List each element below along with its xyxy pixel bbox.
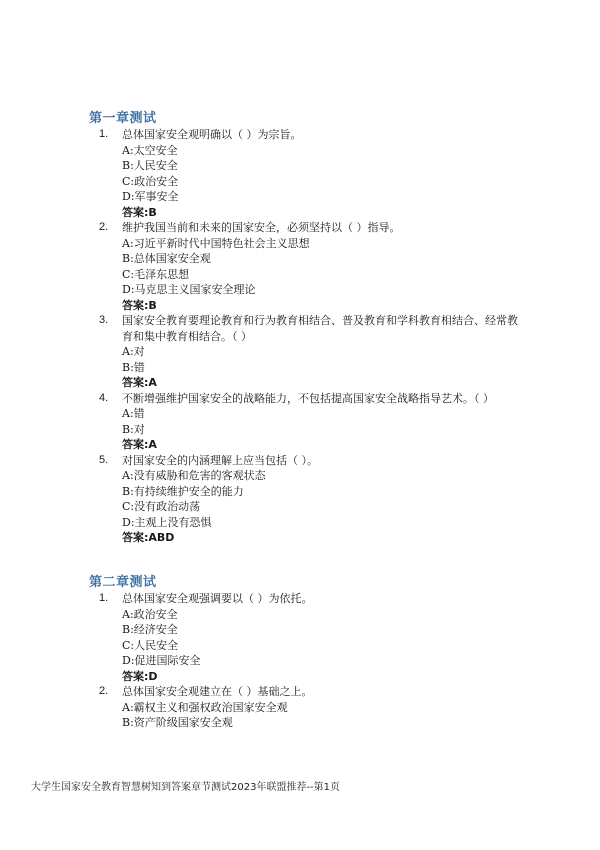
chapter-2-title: 第二章测试 (89, 575, 157, 590)
question-item (0, 220, 600, 313)
answer-option: D:促进国际安全 (122, 654, 201, 667)
answer-option: C:毛泽东思想 (122, 267, 190, 281)
question-number: 2. (99, 685, 109, 697)
question-item (0, 591, 600, 684)
answer-option: A:政治安全 (122, 607, 178, 621)
answer-option: C:人民安全 (122, 638, 179, 652)
chapter-2-question-list (0, 591, 600, 731)
answer-option: D:军事安全 (122, 190, 179, 203)
question-item (0, 313, 600, 391)
correct-answer: 答案:ABD (122, 531, 175, 544)
question-number: 1. (99, 128, 109, 140)
answer-option: B:总体国家安全观 (122, 252, 211, 265)
correct-answer: 答案:B (122, 298, 157, 312)
question-stem: 国家安全教育要理论教育和行为教育相结合、普及教育和学科教育相结合、经常教育和集中教育相结合。（ ） (122, 314, 518, 343)
question-number: 5. (99, 453, 109, 466)
question-item (0, 127, 600, 220)
correct-answer: 答案:A (122, 376, 157, 389)
chapter-1-title: 第一章测试 (89, 111, 157, 126)
answer-option: B:资产阶级国家安全观 (122, 716, 233, 729)
question-stem: 维护我国当前和未来的国家安全，必须坚持以（ ）指导。 (122, 221, 401, 234)
question-body (122, 127, 522, 220)
question-number: 2. (99, 221, 109, 233)
answer-option: A:错 (122, 407, 145, 420)
question-stem: 对国家安全的内涵理解上应当包括（ ）。 (122, 453, 318, 467)
question-body (122, 391, 522, 453)
question-stem: 总体国家安全观明确以（ ）为宗旨。 (122, 128, 302, 141)
question-body (122, 313, 522, 391)
question-number: 3. (99, 314, 109, 326)
answer-option: A:习近平新时代中国特色社会主义思想 (122, 236, 310, 250)
page-footer: 大学生国家安全教育智慧树知到答案章节测试2023年联盟推荐--第1页 (31, 782, 341, 793)
correct-answer: 答案:A (122, 438, 157, 451)
answer-option: D:马克思主义国家安全理论 (122, 283, 256, 296)
answer-option: A:太空安全 (122, 143, 178, 157)
chapter-1-question-list (0, 127, 600, 546)
answer-option: A:霸权主义和强权政治国家安全观 (122, 700, 288, 714)
answer-option: B:人民安全 (122, 159, 178, 172)
question-item (0, 391, 600, 453)
correct-answer: 答案:D (122, 669, 158, 683)
question-stem: 不断增强维护国家安全的战略能力，不包括提高国家安全战略指导艺术。（ ） (122, 391, 494, 405)
answer-option: B:经济安全 (122, 623, 178, 636)
answer-option: C:政治安全 (122, 174, 179, 188)
answer-option: A:没有威胁和危害的客观状态 (122, 469, 266, 482)
question-stem: 总体国家安全观建立在（ ）基础之上。 (122, 685, 313, 698)
question-number: 4. (99, 391, 109, 404)
correct-answer: 答案:B (122, 205, 157, 219)
question-body (122, 591, 522, 684)
question-number: 1. (99, 592, 109, 604)
question-body (122, 220, 522, 313)
question-body (122, 453, 522, 546)
answer-option: B:有持续维护安全的能力 (122, 484, 244, 498)
question-body (122, 684, 522, 731)
question-stem: 总体国家安全观强调要以（ ）为依托。 (122, 592, 313, 605)
question-item (0, 453, 600, 546)
answer-option: D:主观上没有恐惧 (122, 515, 212, 529)
answer-option: C:没有政治动荡 (122, 500, 201, 513)
answer-option: B:对 (122, 422, 145, 436)
answer-option: B:错 (122, 360, 145, 374)
question-item (0, 684, 600, 731)
answer-option: A:对 (122, 345, 145, 358)
